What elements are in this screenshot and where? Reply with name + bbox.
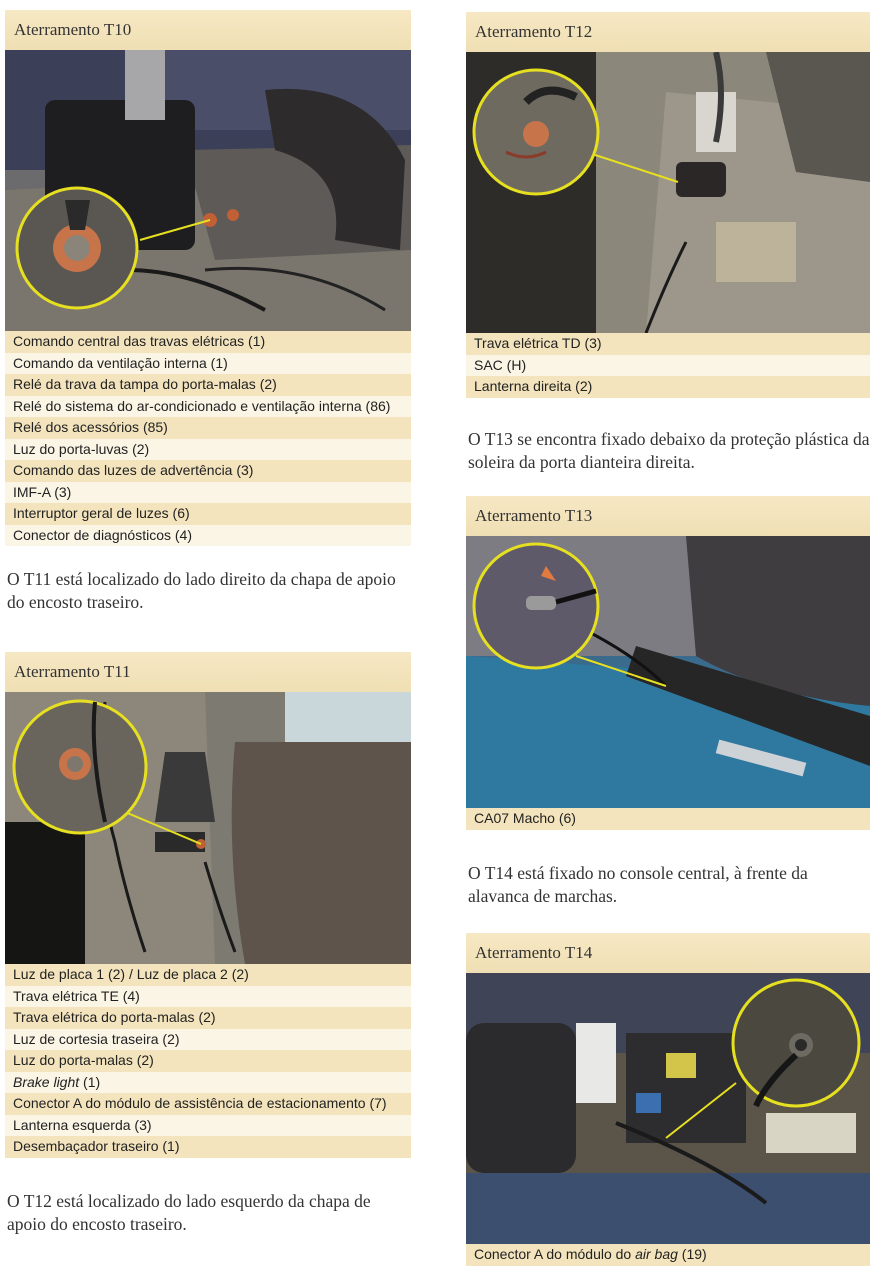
list-item: Conector de diagnósticos (4) [5, 525, 411, 547]
t12-intro-paragraph: O T12 está localizado do lado esquerdo da chapa de apoio do encosto traseiro. [7, 1191, 371, 1234]
t10-title: Aterramento T10 [5, 10, 411, 50]
list-item: IMF-A (3) [5, 482, 411, 504]
airbag-caption-prefix: Conector A do módulo do [474, 1246, 636, 1262]
list-item: SAC (H) [466, 355, 870, 377]
list-item: Interruptor geral de luzes (6) [5, 503, 411, 525]
t10-circuit-list [5, 331, 411, 546]
t14-card [466, 933, 870, 1266]
list-item: Luz do porta-malas (2) [5, 1050, 411, 1072]
list-item: Luz do porta-luvas (2) [5, 439, 411, 461]
list-item-airbag [466, 1244, 870, 1266]
t12-title: Aterramento T12 [466, 12, 870, 52]
t12-photo [466, 52, 870, 333]
list-item: Comando da ventilação interna (1) [5, 353, 411, 375]
t12-circuit-list [466, 333, 870, 398]
list-item: Conector A do módulo de assistência de estacionamento (7) [5, 1093, 411, 1115]
t13-title: Aterramento T13 [466, 496, 870, 536]
list-item: Lanterna esquerda (3) [5, 1115, 411, 1137]
t14-title: Aterramento T14 [466, 933, 870, 973]
t13-circuit-list [466, 808, 870, 830]
list-item: Comando central das travas elétricas (1) [5, 331, 411, 353]
t12-card [466, 12, 870, 398]
t10-photo [5, 50, 411, 331]
airbag-caption-italic: air bag [635, 1246, 678, 1262]
t10-photo-illustration [5, 50, 411, 331]
list-item: Relé da trava da tampa do porta-malas (2) [5, 374, 411, 396]
t14-circuit-list [466, 1244, 870, 1266]
t13-photo-illustration [466, 536, 870, 808]
t14-photo-illustration [466, 973, 870, 1244]
list-item: Trava elétrica TD (3) [466, 333, 870, 355]
list-item-brake-light [5, 1072, 411, 1094]
t12-photo-illustration [466, 52, 870, 333]
list-item: Luz de cortesia traseira (2) [5, 1029, 411, 1051]
t11-title: Aterramento T11 [5, 652, 411, 692]
t11-intro-paragraph: O T11 está localizado do lado direito da chapa de apoio do encosto traseiro. [7, 569, 396, 612]
list-item: CA07 Macho (6) [466, 808, 870, 830]
brake-light-count: (1) [79, 1073, 101, 1090]
brake-light-italic: Brake light [13, 1073, 80, 1090]
list-item: Desembaçador traseiro (1) [5, 1136, 411, 1158]
list-item: Luz de placa 1 (2) / Luz de placa 2 (2) [5, 964, 411, 986]
list-item: Trava elétrica do porta-malas (2) [5, 1007, 411, 1029]
airbag-caption-suffix: (19) [677, 1246, 707, 1262]
t14-intro-paragraph: O T14 está fixado no console central, à frente da alavanca de marchas. [468, 863, 808, 906]
t13-card [466, 496, 870, 830]
list-item: Relé do sistema do ar-condicionado e ventilação interna (86) [5, 396, 411, 418]
t11-photo-illustration [5, 692, 411, 964]
list-item: Lanterna direita (2) [466, 376, 870, 398]
t11-photo [5, 692, 411, 964]
list-item: Comando das luzes de advertência (3) [5, 460, 411, 482]
list-item: Relé dos acessórios (85) [5, 417, 411, 439]
t13-photo [466, 536, 870, 808]
t11-circuit-list [5, 964, 411, 1158]
t13-intro-paragraph: O T13 se encontra fixado debaixo da proteção plástica da soleira da porta dianteira direita. [468, 429, 870, 472]
t14-photo [466, 973, 870, 1244]
t10-card [5, 10, 411, 546]
list-item: Trava elétrica TE (4) [5, 986, 411, 1008]
t11-card [5, 652, 411, 1158]
